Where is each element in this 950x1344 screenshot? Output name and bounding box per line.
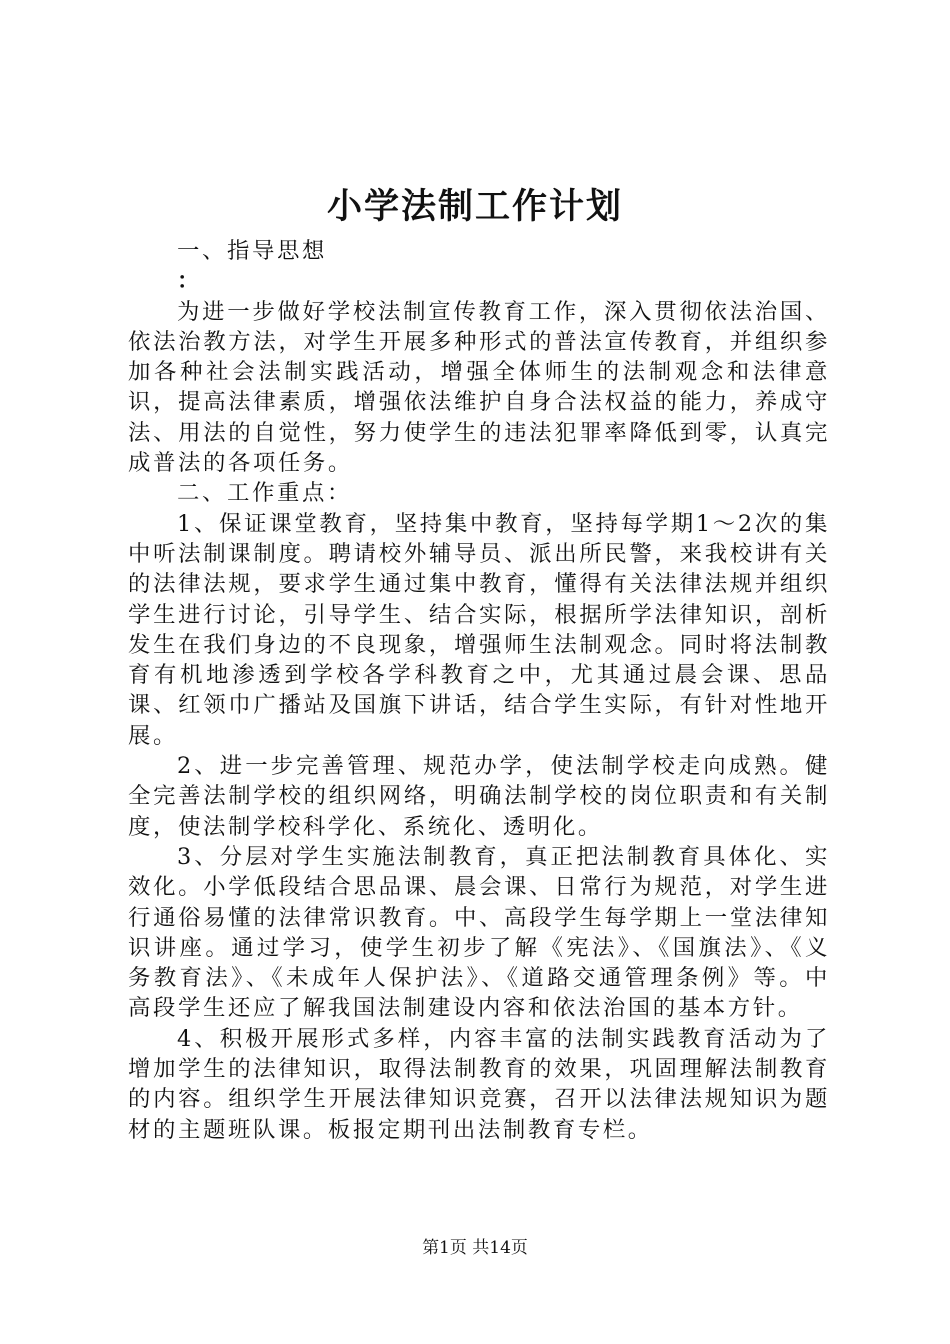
document-title: 小学法制工作计划	[326, 186, 623, 227]
document-body	[128, 236, 830, 1145]
section-heading-guiding-ideology: 一、指导思想	[177, 238, 327, 264]
page-number-footer: 第1页 共14页	[422, 1238, 528, 1258]
paragraph-focus-2: 2、进一步完善管理、规范办学，使法制学校走向成熟。健全完善法制学校的组织网络，明确法制学校的岗位职责和有关制度，使法制学校科学化、系统化、透明化。	[128, 753, 830, 840]
paragraph-guiding-ideology: 为进一步做好学校法制宣传教育工作，深入贯彻依法治国、依法治教方法，对学生开展多种形式的普法宣传教育，并组织参加各种社会法制实践活动，增强全体师生的法制观念和法律意识，提高法律素质，增强依法维护自身合法权益的能力，养成守法、用法的自觉性，努力使学生的违法犯罪率降低到零，认真完成普法的各项任务。	[128, 298, 830, 477]
section-heading-work-focus: 二、工作重点：	[177, 480, 352, 507]
heading-colon: ：	[177, 268, 202, 295]
paragraph-focus-4: 4、积极开展形式多样，内容丰富的法制实践教育活动为了增加学生的法律知识，取得法制教育的效果，巩固理解法制教育的内容。组织学生开展法律知识竞赛，召开以法律法规知识为题材的主题班队课。板报定期刊出法制教育专栏。	[128, 1025, 830, 1143]
paragraph-focus-1: 1、保证课堂教育，坚持集中教育，坚持每学期1～2次的集中听法制课制度。聘请校外辅导员、派出所民警，来我校讲有关的法律法规，要求学生通过集中教育，懂得有关法律法规并组织学生进行讨论，引导学生、结合实际，根据所学法律知识，剖析发生在我们身边的不良现象，增强师生法制观念。同时将法制教育有机地渗透到学校各学科教育之中，尤其通过晨会课、思品课、红领巾广播站及国旗下讲话，结合学生实际，有针对性地开展。	[128, 510, 830, 749]
paragraph-focus-3: 3、分层对学生实施法制教育，真正把法制教育具体化、实效化。小学低段结合思品课、晨会课、日常行为规范，对学生进行通俗易懂的法律常识教育。中、高段学生每学期上一堂法律知识讲座。通过学习，使学生初步了解《宪法》、《国旗法》、《义务教育法》、《未成年人保护法》、《道路交通管理条例》等。中高段学生还应了解我国法制建设内容和依法治国的基本方针。	[128, 843, 830, 1022]
